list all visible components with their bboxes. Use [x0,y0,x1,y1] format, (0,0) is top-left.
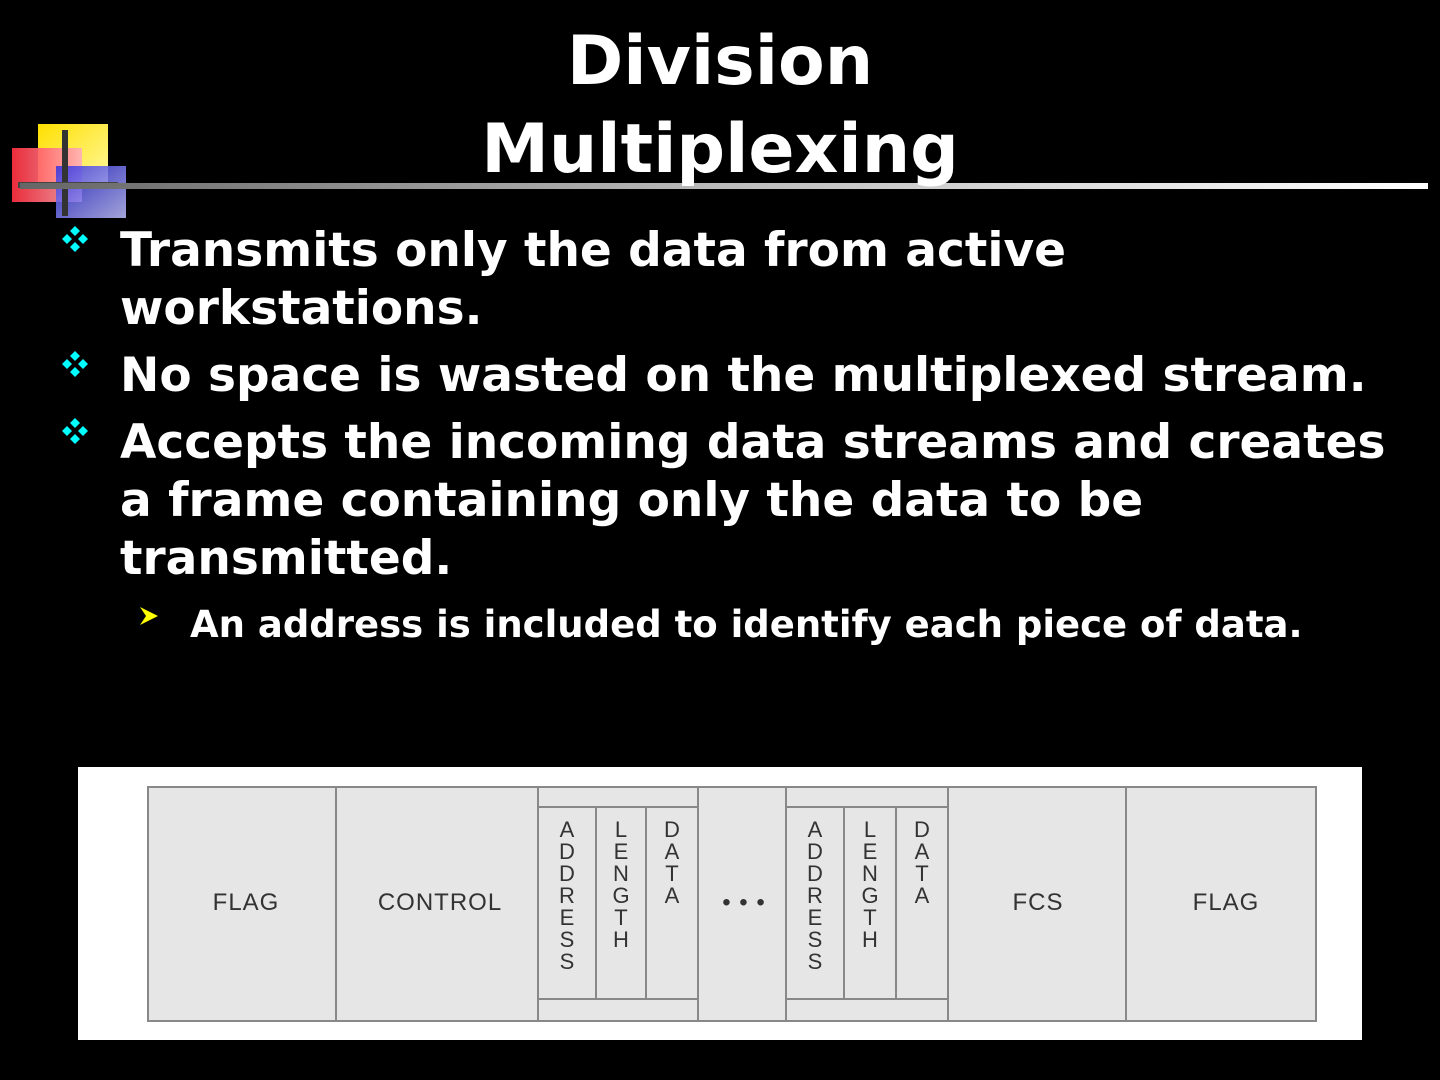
length-label: L E N G T H [861,817,879,952]
fcs-label: FCS [1012,889,1064,916]
bullet-item [60,222,1400,338]
bullet-text: Accepts the incoming data streams and creates a frame containing only the data to be transmitted. [120,415,1386,586]
title-line-2: Multiplexing [481,110,959,189]
length-label: L E N G T H [612,817,630,952]
diamond-bullet-icon [60,416,90,446]
arrowhead-bullet-icon [138,605,160,627]
bullet-item [60,347,1400,405]
sub-bullet-item [132,601,1400,648]
diamond-bullet-icon [60,349,90,379]
ellipsis-label: • • • [722,889,766,916]
flag-right-label: FLAG [1192,889,1260,916]
flag-left-label: FLAG [212,889,280,916]
control-label: CONTROL [377,889,503,916]
bullet-text: Transmits only the data from active workstations. [120,223,1066,336]
bullet-list [60,222,1400,648]
diamond-bullet-icon [60,224,90,254]
data-label: D A T A [664,817,680,908]
title-line-1: Division [566,22,874,101]
bullet-text: No space is wasted on the multiplexed stream. [120,348,1367,403]
bullet-item [60,414,1400,588]
sub-bullet-text: An address is included to identify each piece of data. [190,603,1303,646]
data-label: D A T A [914,817,930,908]
slide-title [0,18,1440,194]
address-label: A D D R E S S [807,817,823,974]
frame-format-diagram [78,767,1362,1040]
address-label: A D D R E S S [559,817,575,974]
